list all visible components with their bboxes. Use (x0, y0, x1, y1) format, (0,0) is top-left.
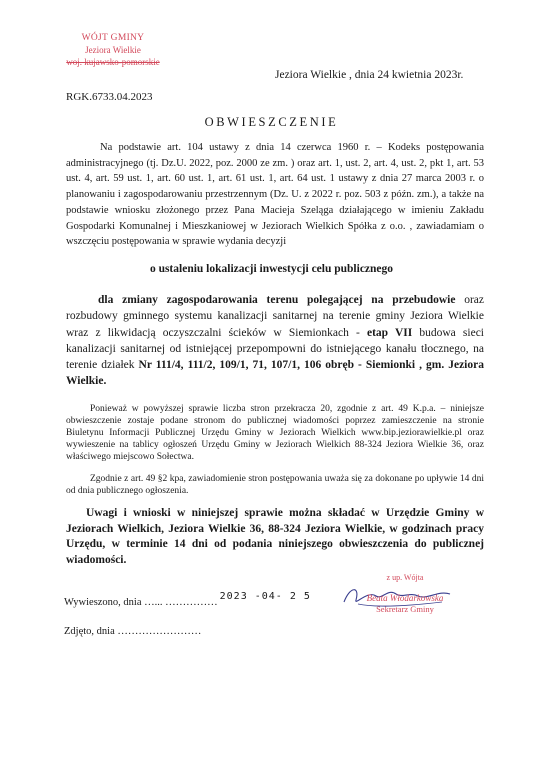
office-stamp (38, 32, 188, 68)
investment-text-1: oraz rozbudowy gminnego systemu kanalizacji sanitarnej na terenie gminy Jeziora Wielkie wraz z likwidacją oczyszczalni ścieków w Siemionkach - (66, 294, 484, 339)
signature-name: Beata Włodarkowska (366, 593, 444, 603)
signature-block (330, 573, 480, 614)
signature-title: Sekretarz Gminy (376, 604, 434, 614)
investment-text-2: budowa sieci kanalizacji sanitarnej od istniejącej przepompowni do istniejącego kanału tłocznego, na terenie działek (66, 326, 484, 372)
paragraph-remarks: Uwagi i wnioski w niniejszej sprawie można składać w Urzędzie Gminy w Jeziorach Wielkich, Jeziora Wielkie 36, 88-324 Jeziora Wielkie, w godzinach pracy Urzędu, w terminie 14 dni od podania niniejszego obwieszczenia do publicznej wiadomości. (66, 507, 484, 566)
paragraph-notification: Zgodnie z art. 49 §2 kpa, zawiadomienie stron postępowania uważa się za dokonane po upływie 14 dni od dnia publicznego ogłoszenia. (66, 474, 484, 497)
posted-date-stamp: 2023 -04- 2 5 (219, 591, 311, 602)
investment-stage: etap VII (366, 326, 413, 339)
removed-line: Zdjęto, dnia …………………… (64, 626, 202, 637)
date-line: Jeziora Wielkie , dnia 24 kwietnia 2023r. (275, 69, 464, 81)
investment-intro: dla zmiany zagospodarowania terenu polegającej na przebudowie (98, 294, 456, 306)
decision-subject: o ustaleniu lokalizacji inwestycji celu publicznego (149, 263, 394, 275)
reference-number: RGK.6733.04.2023 (66, 91, 153, 103)
paragraph-publication: Ponieważ w powyższej sprawie liczba stron przekracza 20, zgodnie z art. 49 K.p.a. – niniejsze obwieszczenie zostaje podane stronom do publicznej wiadomości poprzez zamieszczenie na stronie Biuletynu Informacji Publicznej Urzędu Gminy w Jeziorach Wielkich www.bip.jeziorawielkie.pl oraz wywieszenie na tablicy ogłoszeń Urzędu Gminy w Jeziorach Wielkich 88-324 Jeziora Wielkie 36, oraz właściwego miejscowo Sołectwa. (66, 404, 484, 463)
paragraph-investment (66, 292, 484, 390)
signature-authority: z up. Wójta (386, 573, 424, 582)
paragraph-legal-basis: Na podstawie art. 104 ustawy z dnia 14 czerwca 1960 r. – Kodeks postępowania administracyjnego (tj. Dz.U. 2022, poz. 2000 ze zm. ) oraz art. 1, ust. 2, art. 4, ust. 2, pkt 1, art. 53 ust. 4, art. 59 ust. 1, art. 60 ust. 1, art. 61 ust. 1, art. 64 ust. 1 ustawy z dnia 27 marca 2003 r. o planowaniu i zagospodarowaniu przestrzennym (Dz. U. z 2022 r. poz. 503 z późn. zm.), a także na podstawie wniosku złożonego przez Pana Macieja Szeląga działającego w imieniu Zakładu Gospodarki Komunalnej i Mieszkaniowej w Jeziorach Wielkich Spółka z o.o. , zawiadamiam o wszczęciu postępowania w sprawie wydania decyzji (66, 142, 484, 248)
stamp-line-3: woj. kujawsko-pomorskie (66, 57, 160, 67)
posted-line (64, 591, 311, 608)
posted-label: Wywieszono, dnia …... …………… (64, 597, 218, 608)
document-heading: OBWIESZCZENIE (204, 115, 339, 129)
stamp-line-2: Jeziora Wielkie (85, 45, 141, 55)
investment-parcels: Nr 111/4, 111/2, 109/1, 71, 107/1, 106 obręb - Siemionki , gm. Jeziora Wielkie. (66, 359, 484, 388)
stamp-line-1: WÓJT GMINY (81, 33, 145, 43)
